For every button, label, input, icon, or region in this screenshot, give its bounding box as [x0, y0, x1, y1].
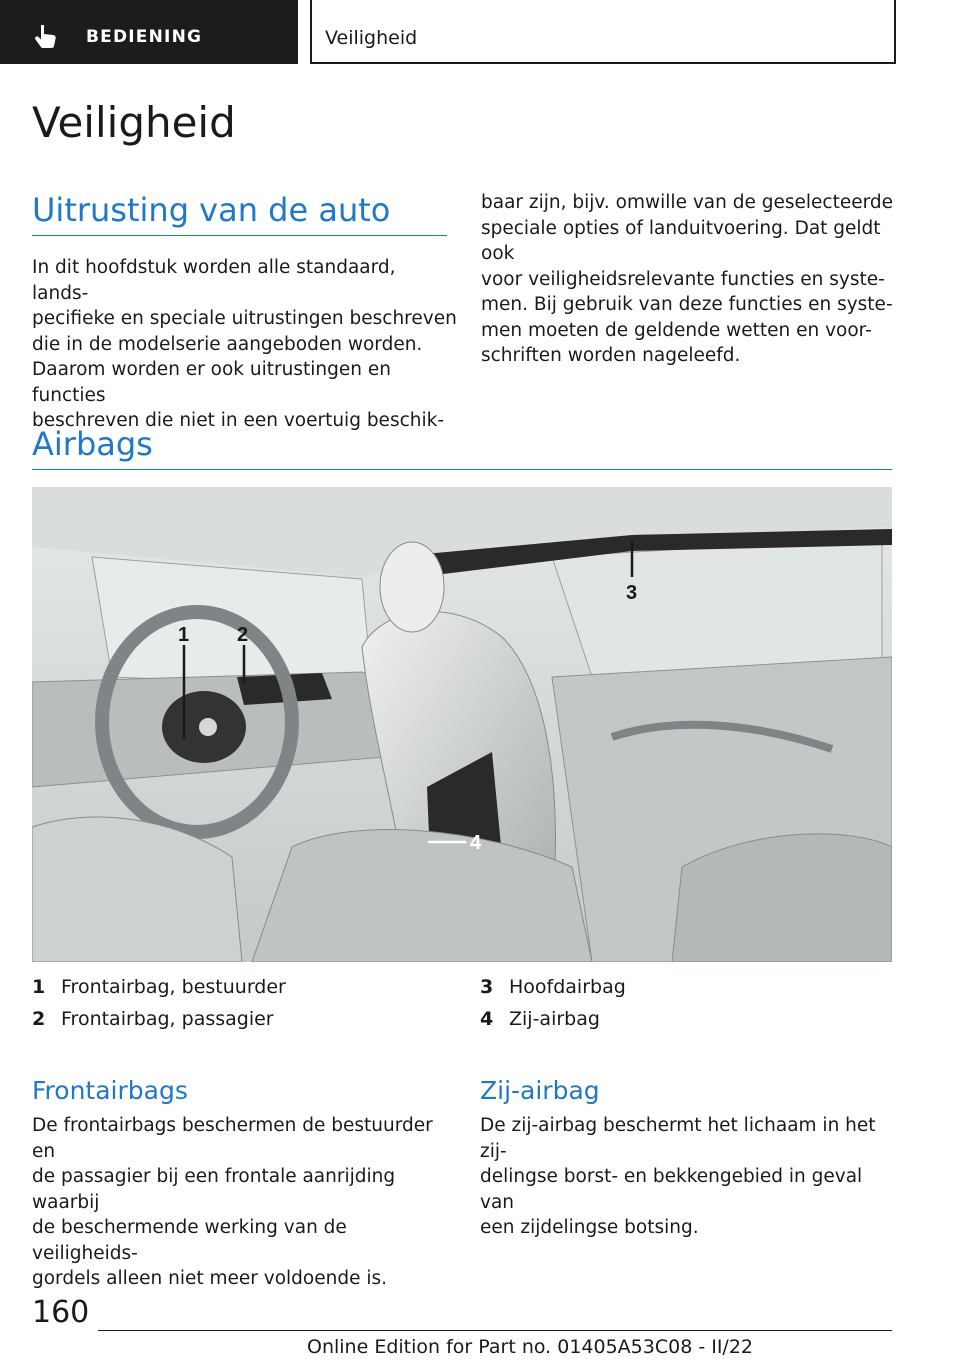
intro-paragraph-right: baar zijn, bijv. omwille van de geselecteerde speciale opties of landuitvoering. Dat geldt ook voor veiligheidsrelevante functies en syste- men. Bij gebruik van deze functies en syste- men moeten de geldende wetten en voor- schriften worden nageleefd.: [481, 192, 893, 366]
airbag-illustration: [32, 487, 892, 962]
callout-4: 4: [470, 832, 482, 854]
subheading-frontairbags: Frontairbags: [32, 1076, 188, 1105]
callout-1: 1: [178, 624, 190, 646]
chapter-box: [310, 0, 896, 64]
legend-number: 3: [480, 976, 494, 998]
hand-pointer-icon: [32, 23, 58, 49]
legend-number: 1: [32, 976, 46, 998]
subheading-zij-airbag: Zij-airbag: [480, 1076, 600, 1105]
legend-number: 2: [32, 1008, 46, 1030]
heading-rule: [32, 469, 892, 470]
edition-text: Online Edition for Part no. 01405A53C08 - II/22: [307, 1336, 754, 1358]
callout-3: 3: [626, 582, 638, 604]
section-tab: [0, 0, 298, 64]
page-title: Veiligheid: [32, 98, 236, 147]
section-heading-airbags: Airbags: [32, 425, 153, 463]
legend-text: Zij-airbag: [509, 1008, 600, 1030]
legend-text: Hoofdairbag: [509, 976, 626, 998]
legend-text: Frontairbag, bestuurder: [61, 976, 286, 998]
legend-text: Frontairbag, passagier: [61, 1008, 274, 1030]
heading-rule: [32, 235, 447, 236]
callout-2: 2: [237, 624, 249, 646]
frontairbags-paragraph: De frontairbags beschermen de bestuurder en de passagier bij een frontale aanrijding waarbij de beschermende werking van de veiligheids- gordels alleen niet meer voldoende is.: [32, 1115, 433, 1289]
section-label: BEDIENING: [86, 27, 203, 47]
legend-number: 4: [480, 1008, 494, 1030]
footer-rule: [98, 1330, 892, 1331]
chapter-label: Veiligheid: [325, 27, 418, 49]
page-number: 160: [32, 1295, 90, 1330]
intro-paragraph-left: In dit hoofdstuk worden alle standaard, lands- pecifieke en speciale uitrustingen beschreven die in de modelserie aangeboden worden. Daarom worden er ook uitrustingen en functies beschreven die niet in een voertuig beschik-: [32, 257, 457, 431]
section-heading-uitrusting: Uitrusting van de auto: [32, 191, 391, 229]
zij-airbag-paragraph: De zij-airbag beschermt het lichaam in het zij- delingse borst- en bekkengebied in geval van een zijdelingse botsing.: [480, 1115, 876, 1238]
